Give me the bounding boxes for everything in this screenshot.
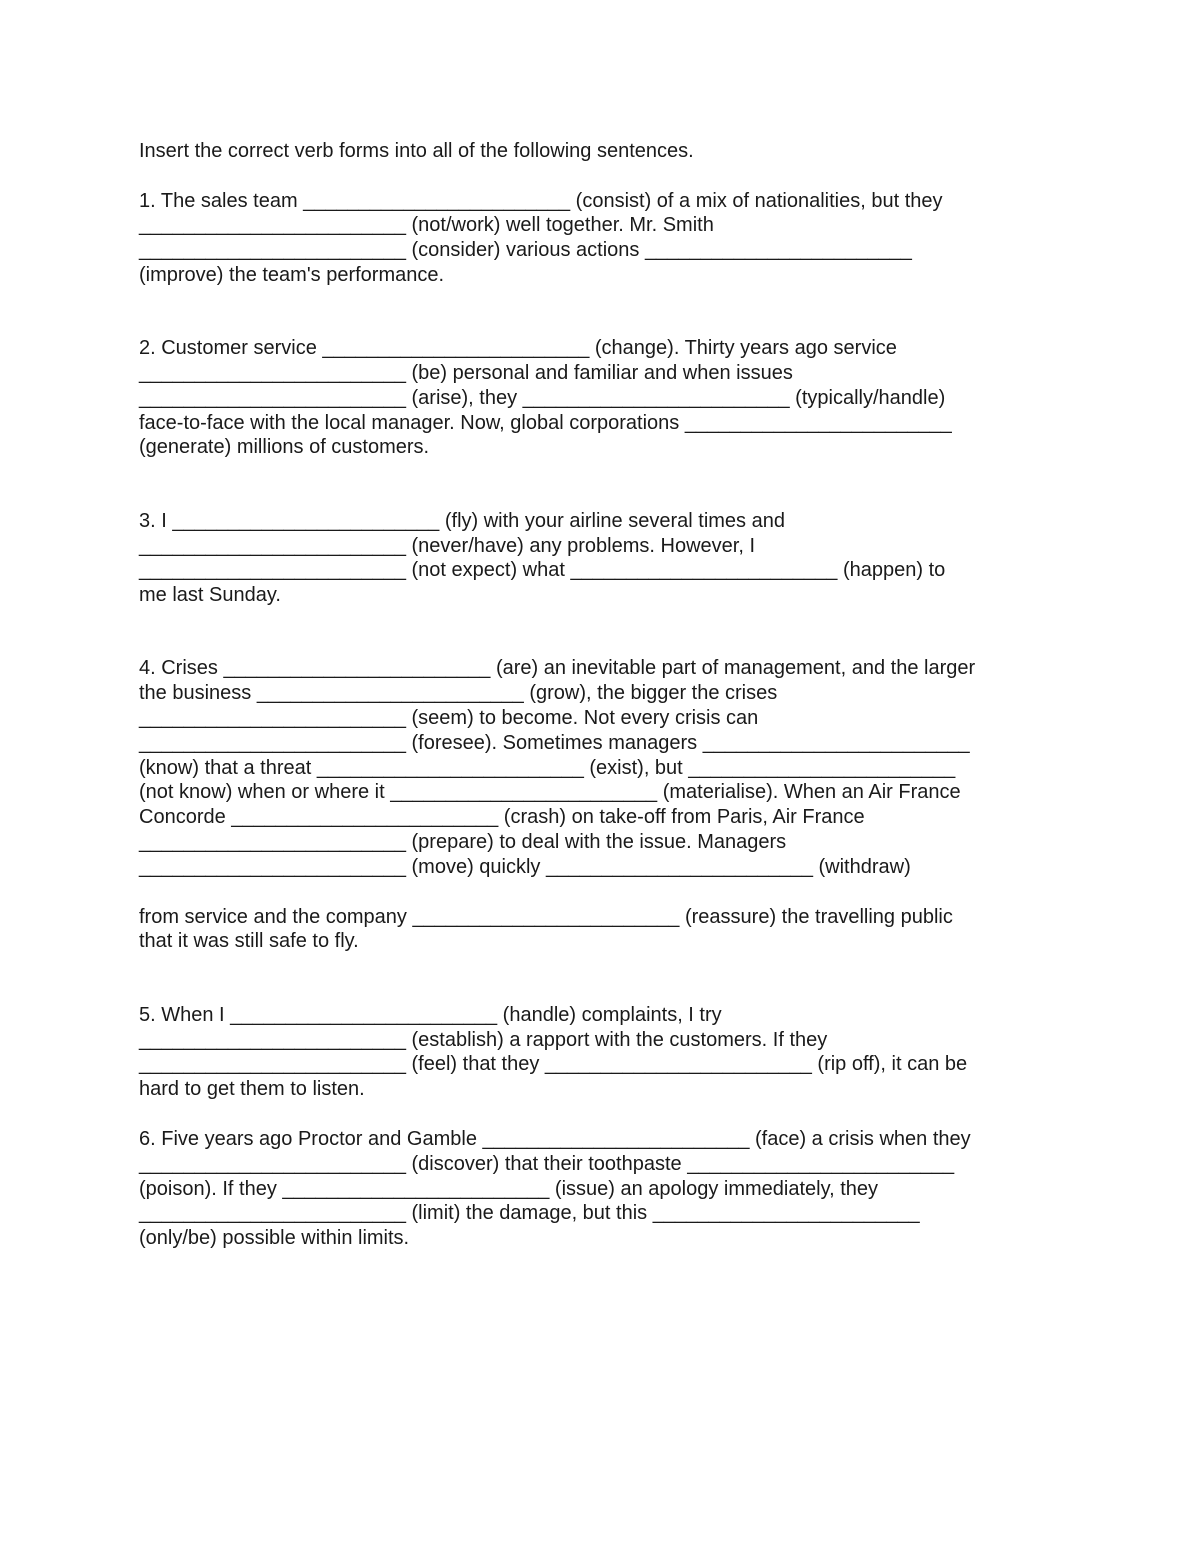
question-line: ________________________ (not expect) what ________________________ (happen) to	[139, 559, 946, 582]
question-line: ________________________ (limit) the damage, but this ________________________	[139, 1202, 920, 1225]
question-line: ________________________ (foresee). Sometimes managers ________________________	[139, 731, 970, 754]
question-line: 2. Customer service ________________________ (change). Thirty years ago service	[139, 337, 897, 360]
question-line: ________________________ (arise), they ________________________ (typically/handle)	[139, 386, 946, 409]
question-line: that it was still safe to fly.	[139, 930, 359, 953]
question-1	[139, 189, 1079, 288]
question-line: ________________________ (discover) that their toothpaste ________________________	[139, 1152, 955, 1175]
question-line: 1. The sales team ________________________ (consist) of a mix of nationalities, but they	[139, 189, 943, 212]
question-line: (improve) the team's performance.	[139, 263, 445, 286]
question-line: ________________________ (not/work) well together. Mr. Smith	[139, 214, 714, 237]
question-line: (poison). If they ________________________ (issue) an apology immediately, they	[139, 1177, 879, 1200]
question-line: (know) that a threat ________________________ (exist), but ________________________	[139, 756, 956, 779]
question-line: from service and the company ________________________ (reassure) the travelling public	[139, 905, 953, 928]
question-line: 6. Five years ago Proctor and Gamble ________________________ (face) a crisis when they	[139, 1127, 971, 1150]
question-line: ________________________ (seem) to become. Not every crisis can	[139, 707, 759, 730]
question-line: the business ________________________ (grow), the bigger the crises	[139, 682, 778, 705]
instructions: Insert the correct verb forms into all of the following sentences.	[139, 140, 694, 162]
question-line: me last Sunday.	[139, 584, 281, 607]
question-line: 3. I ________________________ (fly) with your airline several times and	[139, 509, 785, 532]
question-5	[139, 1003, 1079, 1102]
question-line: ________________________ (move) quickly ________________________ (withdraw)	[139, 855, 911, 878]
question-3	[139, 509, 1079, 608]
question-line: ________________________ (never/have) any problems. However, I	[139, 534, 755, 557]
question-line: face-to-face with the local manager. Now, global corporations ________________________	[139, 411, 952, 434]
worksheet-body	[139, 139, 1079, 1251]
question-line: 5. When I ________________________ (handle) complaints, I try	[139, 1003, 722, 1026]
question-line: ________________________ (establish) a rapport with the customers. If they	[139, 1028, 828, 1051]
question-line: (only/be) possible within limits.	[139, 1227, 410, 1250]
question-4	[139, 656, 1079, 954]
question-line: hard to get them to listen.	[139, 1078, 365, 1101]
question-line: Concorde ________________________ (crash) on take-off from Paris, Air France	[139, 806, 865, 829]
question-line: 4. Crises ________________________ (are) an inevitable part of management, and the larger	[139, 657, 976, 680]
question-line: ________________________ (feel) that they ________________________ (rip off), it can be	[139, 1053, 968, 1076]
question-line: (not know) when or where it ________________________ (materialise). When an Air France	[139, 781, 961, 804]
question-line: ________________________ (be) personal and familiar and when issues	[139, 362, 793, 385]
question-line: ________________________ (prepare) to deal with the issue. Managers	[139, 831, 787, 854]
question-2	[139, 336, 1079, 460]
question-line: (generate) millions of customers.	[139, 436, 430, 459]
question-line: ________________________ (consider) various actions ________________________	[139, 239, 912, 262]
question-6	[139, 1127, 1079, 1251]
